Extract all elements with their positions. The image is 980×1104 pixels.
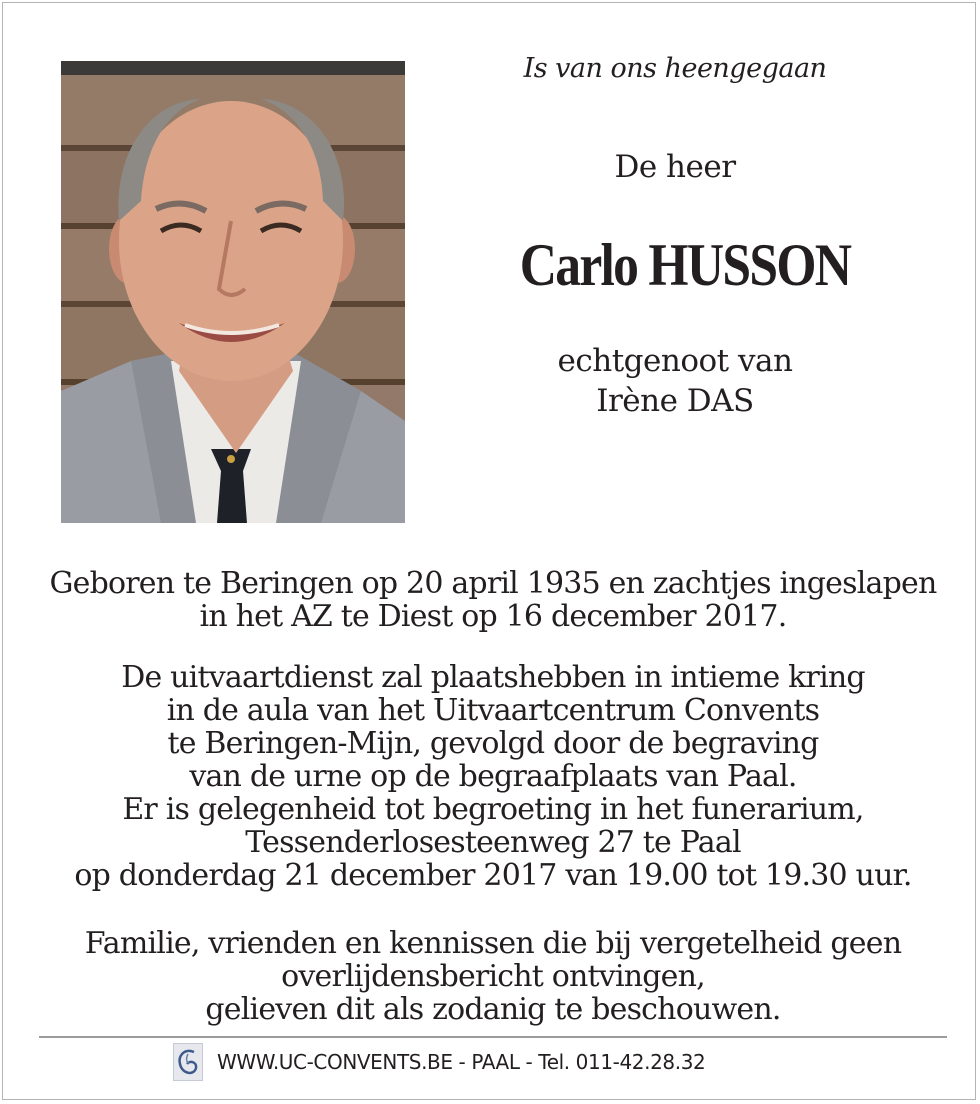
text-line: Geboren te Beringen op 20 april 1935 en zachtjes ingeslapen — [49, 566, 937, 601]
text-line: op donderdag 21 december 2017 van 19.00 tot 19.30 uur. — [74, 858, 912, 893]
footer-divider — [39, 1036, 947, 1038]
spouse-info — [455, 341, 895, 421]
birth-death-paragraph — [33, 567, 953, 633]
honorific: De heer — [614, 149, 736, 185]
portrait-photo — [61, 61, 405, 523]
text-line: Er is gelegenheid tot begroeting in het funerarium, — [122, 792, 864, 827]
spouse-name: Irène DAS — [596, 383, 754, 419]
deceased-name: Carlo HUSSON — [519, 232, 851, 298]
footer-contact: WWW.UC-CONVENTS.BE - PAAL - Tel. 011-42.28.32 — [217, 1050, 706, 1074]
text-line: Tessenderlosesteenweg 27 te Paal — [245, 825, 741, 860]
text-line: De uitvaartdienst zal plaatshebben in intieme kring — [121, 660, 865, 695]
text-line: in de aula van het Uitvaartcentrum Convents — [166, 693, 820, 728]
text-line: van de urne op de begraafplaats van Paal. — [189, 759, 797, 794]
text-line: te Beringen-Mijn, gevolgd door de begraving — [167, 726, 819, 761]
obituary-card — [2, 2, 976, 1100]
footer — [173, 1043, 813, 1083]
text-line: gelieven dit als zodanig te beschouwen. — [205, 992, 781, 1027]
text-line: overlijdensbericht ontvingen, — [281, 959, 705, 994]
text-line: Familie, vrienden en kennissen die bij vergetelheid geen — [84, 926, 902, 961]
funeral-home-logo-icon — [173, 1043, 203, 1081]
notice-paragraph — [33, 927, 953, 1026]
intro-text: Is van ons heengegaan — [523, 53, 827, 84]
spouse-label: echtgenoot van — [557, 343, 793, 379]
service-paragraph — [33, 661, 953, 892]
text-line: in het AZ te Diest op 16 december 2017. — [199, 599, 787, 634]
